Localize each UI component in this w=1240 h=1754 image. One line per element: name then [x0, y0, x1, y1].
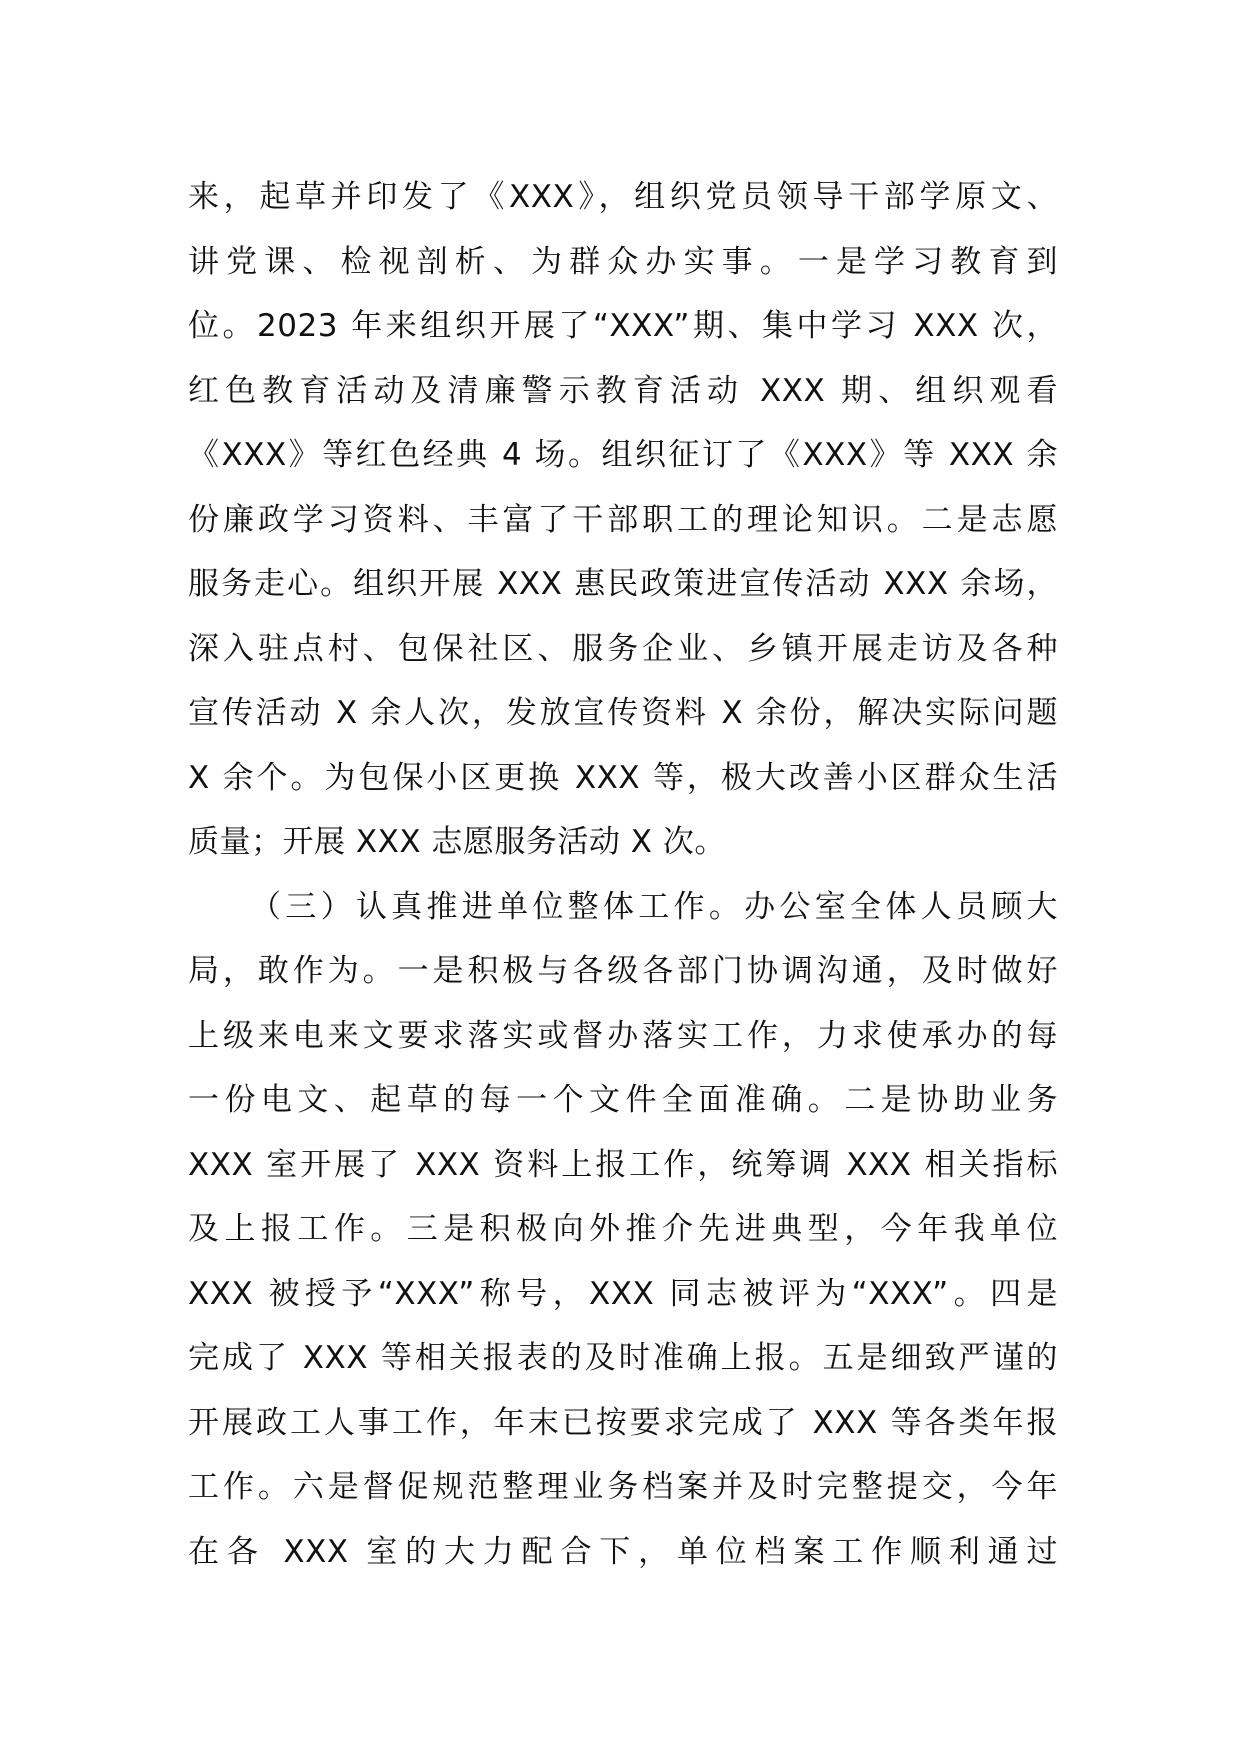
text-line: 《XXX》等红色经典 4 场。组织征订了《XXX》等 XXX 余	[188, 437, 1058, 473]
text-line: 完成了 XXX 等相关报表的及时准确上报。五是细致严谨的	[188, 1340, 1058, 1376]
text-line: 服务走心。组织开展 XXX 惠民政策进宣传活动 XXX 余场，	[188, 566, 1058, 602]
text-line: 份廉政学习资料、丰富了干部职工的理论知识。二是志愿	[188, 501, 1058, 538]
text-line: 讲党课、检视剖析、为群众办实事。一是学习教育到	[188, 243, 1058, 280]
body-text	[188, 165, 1058, 1584]
text-line: 位。2023 年来组织开展了“XXX”期、集中学习 XXX 次，	[188, 308, 1058, 344]
text-line: 一份电文、起草的每一个文件全面准确。二是协助业务	[188, 1082, 1058, 1118]
section-heading-line: （三）认真推进单位整体工作。办公室全体人员顾大	[250, 888, 1058, 925]
text-line: 在各 XXX 室的大力配合下，单位档案工作顺利通过	[188, 1533, 1058, 1570]
text-line: X 余个。为包保小区更换 XXX 等，极大改善小区群众生活	[188, 759, 1058, 796]
text-line: 质量；开展 XXX 志愿服务活动 X 次。	[188, 824, 726, 860]
text-line: 局，敢作为。一是积极与各级各部门协调沟通，及时做好	[188, 953, 1058, 989]
text-line: 宣传活动 X 余人次，发放宣传资料 X 余份，解决实际问题	[188, 695, 1058, 731]
text-line: 红色教育活动及清廉警示教育活动 XXX 期、组织观看	[188, 372, 1058, 409]
text-line: 来，起草并印发了《XXX》，组织党员领导干部学原文、	[188, 179, 1058, 215]
text-line: 深入驻点村、包保社区、服务企业、乡镇开展走访及各种	[188, 630, 1058, 667]
text-line: 工作。六是督促规范整理业务档案并及时完整提交，今年	[188, 1469, 1058, 1505]
text-line: 开展政工人事工作，年末已按要求完成了 XXX 等各类年报	[188, 1404, 1058, 1441]
text-line: XXX 室开展了 XXX 资料上报工作，统筹调 XXX 相关指标	[188, 1146, 1058, 1183]
text-line: 上级来电来文要求落实或督办落实工作，力求使承办的每	[188, 1017, 1058, 1054]
text-line: XXX 被授予“XXX”称号，XXX 同志被评为“XXX”。四是	[188, 1275, 1058, 1312]
text-line: 及上报工作。三是积极向外推介先进典型，今年我单位	[188, 1211, 1058, 1247]
